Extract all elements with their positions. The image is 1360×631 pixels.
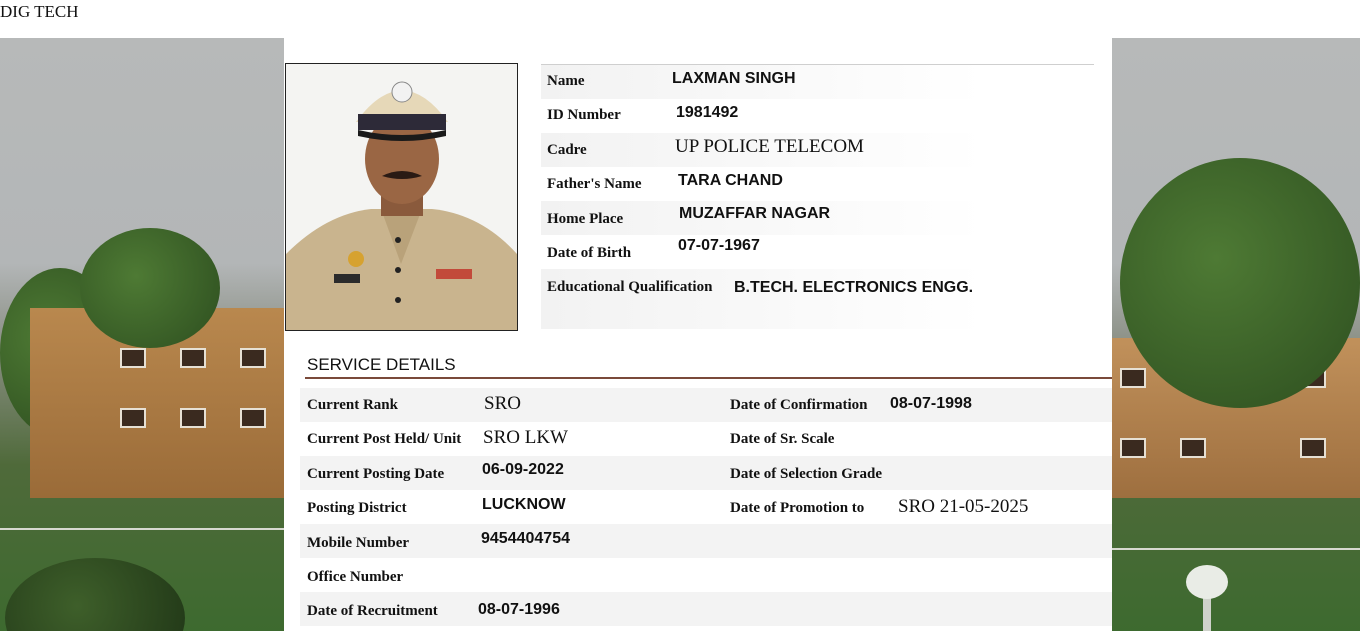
posting-district-value: LUCKNOW bbox=[482, 496, 566, 513]
info-row-name bbox=[541, 65, 1094, 99]
current-posting-date-value: 06-09-2022 bbox=[482, 461, 564, 478]
officer-photo bbox=[285, 63, 518, 331]
service-row-4 bbox=[300, 490, 1112, 524]
posting-district-label: Posting District bbox=[307, 500, 407, 516]
office-number-label: Office Number bbox=[307, 569, 404, 585]
promotion-date-value: SRO 21-05-2025 bbox=[898, 496, 1029, 517]
cadre-label: Cadre bbox=[547, 142, 587, 158]
mobile-number-label: Mobile Number bbox=[307, 535, 410, 551]
service-details-divider bbox=[305, 377, 1112, 379]
mobile-number-value: 9454404754 bbox=[481, 530, 570, 547]
info-row-education bbox=[541, 269, 1094, 329]
service-row-7 bbox=[300, 592, 1112, 626]
confirmation-date-value: 08-07-1998 bbox=[890, 395, 972, 412]
father-name-label: Father's Name bbox=[547, 176, 642, 192]
education-label: Educational Qualification bbox=[547, 279, 713, 295]
officer-portrait-image bbox=[286, 64, 517, 330]
id-label: ID Number bbox=[547, 107, 621, 123]
brand-title: DIG TECH bbox=[0, 2, 79, 21]
name-value: LAXMAN SINGH bbox=[672, 70, 796, 87]
info-row-father bbox=[541, 167, 1094, 201]
info-row-home bbox=[541, 201, 1094, 235]
current-post-label: Current Post Held/ Unit bbox=[307, 431, 462, 447]
service-row-2 bbox=[300, 422, 1112, 456]
recruitment-date-label: Date of Recruitment bbox=[307, 603, 438, 619]
current-rank-label: Current Rank bbox=[307, 397, 398, 413]
service-row-1 bbox=[300, 388, 1112, 422]
recruitment-date-value: 08-07-1996 bbox=[478, 601, 560, 618]
promotion-date-label: Date of Promotion to bbox=[730, 500, 865, 516]
service-row-6 bbox=[300, 558, 1112, 592]
cadre-value: UP POLICE TELECOM bbox=[675, 136, 864, 157]
dob-label: Date of Birth bbox=[547, 245, 632, 261]
selection-grade-date-label: Date of Selection Grade bbox=[730, 466, 883, 482]
id-value: 1981492 bbox=[676, 104, 739, 121]
service-row-3 bbox=[300, 456, 1112, 490]
current-rank-value: SRO bbox=[484, 393, 521, 414]
father-name-value: TARA CHAND bbox=[678, 172, 783, 189]
home-place-value: MUZAFFAR NAGAR bbox=[679, 205, 831, 222]
current-post-value: SRO LKW bbox=[483, 427, 568, 448]
info-row-cadre bbox=[541, 133, 1094, 167]
info-row-dob bbox=[541, 235, 1094, 269]
dob-value: 07-07-1967 bbox=[678, 237, 760, 254]
current-posting-date-label: Current Posting Date bbox=[307, 466, 445, 482]
service-row-5 bbox=[300, 524, 1112, 558]
service-details-title: SERVICE DETAILS bbox=[307, 355, 456, 374]
education-value: B.TECH. ELECTRONICS ENGG. bbox=[734, 279, 974, 296]
name-label: Name bbox=[547, 73, 585, 89]
sr-scale-date-label: Date of Sr. Scale bbox=[730, 431, 835, 447]
info-row-id bbox=[541, 99, 1094, 133]
confirmation-date-label: Date of Confirmation bbox=[730, 397, 868, 413]
home-place-label: Home Place bbox=[547, 211, 624, 227]
